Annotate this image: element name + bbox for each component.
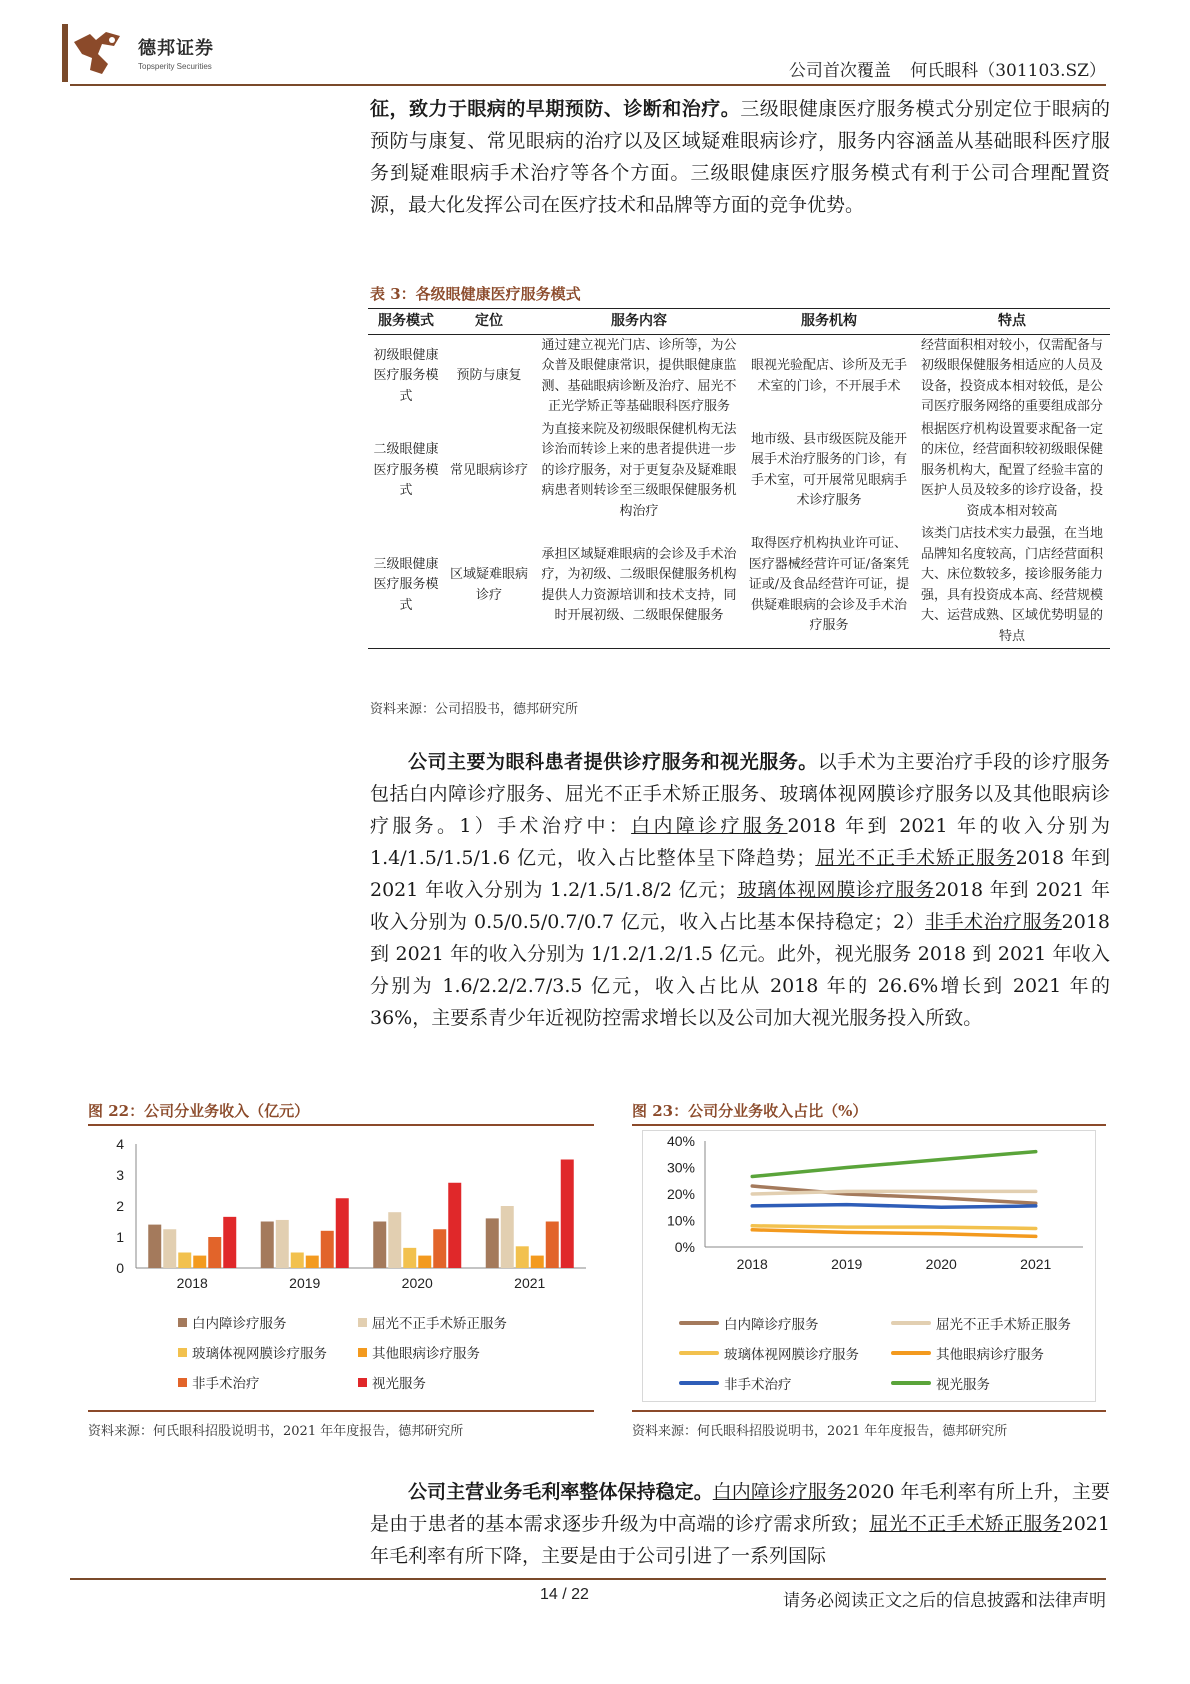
y-tick-label: 1 xyxy=(116,1229,124,1245)
table-cell: 二级眼健康医疗服务模式 xyxy=(373,442,439,498)
legend-label: 屈光不正手术矫正服务 xyxy=(936,1317,1071,1333)
bar xyxy=(306,1256,319,1268)
bar xyxy=(546,1222,559,1269)
bar xyxy=(486,1218,499,1268)
bar xyxy=(561,1160,574,1269)
legend-label: 白内障诊疗服务 xyxy=(724,1317,819,1333)
bar xyxy=(261,1222,274,1269)
legend-swatch xyxy=(358,1348,367,1357)
bar-chart-svg xyxy=(88,1130,594,1300)
logo-text xyxy=(138,34,214,71)
header-info xyxy=(775,56,1106,81)
bar xyxy=(448,1183,461,1268)
legend-label: 非手术治疗 xyxy=(724,1377,792,1393)
para2-underline: 非手术治疗服务 xyxy=(925,911,1062,933)
company-name: 何氏眼科（301103.SZ） xyxy=(910,61,1106,81)
series-line xyxy=(752,1205,1036,1208)
table-cell: 通过建立视光门店、诊所等，为公众普及眼健康常识，提供眼健康监测、基础眼病诊断及治疗、屈光不正光学矫正等基础眼科医疗服务 xyxy=(541,337,737,414)
legend-swatch xyxy=(178,1348,187,1357)
para2-text: 2018 年到 2021 年收入分别为 0.5/0.5/0.7/0.7 亿元，收入占比基本保持稳定；2） xyxy=(370,879,1110,933)
legend-label: 非手术治疗 xyxy=(192,1376,260,1392)
legend-item xyxy=(891,1343,1099,1363)
bar xyxy=(223,1217,236,1268)
table-header-row xyxy=(368,309,1110,335)
table-header: 定位 xyxy=(444,309,534,335)
legend-item xyxy=(178,1372,358,1392)
fig23-title: 图 23：公司分业务收入占比（%） xyxy=(632,1102,868,1120)
fig22-bottom-rule xyxy=(88,1410,594,1412)
table-source: 资料来源：公司招股书，德邦研究所 xyxy=(370,702,579,717)
bar xyxy=(208,1237,221,1268)
legend-item xyxy=(891,1313,1099,1333)
table-row xyxy=(368,419,1110,524)
y-tick-label: 10% xyxy=(666,1212,695,1229)
para2-underline: 白内障诊疗服务 xyxy=(631,815,788,837)
legend-label: 屈光不正手术矫正服务 xyxy=(372,1316,507,1332)
para2-text: 2018 年到 2021 年收入分别为 1.2/1.5/1.8/2 亿元； xyxy=(370,847,1110,901)
y-tick-label: 40% xyxy=(666,1133,695,1149)
fig23-rule xyxy=(632,1124,1106,1126)
table-cell: 三级眼健康医疗服务模式 xyxy=(368,523,444,649)
fig22-rule xyxy=(88,1124,594,1126)
legend-label: 玻璃体视网膜诊疗服务 xyxy=(192,1346,327,1362)
series-line xyxy=(752,1152,1036,1177)
y-tick-label: 4 xyxy=(116,1136,124,1152)
para2-underline: 屈光不正手术矫正服务 xyxy=(815,847,1016,869)
series-line xyxy=(752,1186,1036,1203)
table-cell: 区域疑难眼病诊疗 xyxy=(444,523,534,649)
table-cell: 为直接来院及初级眼保健机构无法诊治而转诊上来的患者提供进一步的诊疗服务，对于更复杂及疑难眼病患者则转诊至三级眼保健服务机构治疗 xyxy=(541,421,737,519)
para3-text: 2021 年毛利率有所下降，主要是由于公司引进了一系列国际 xyxy=(370,1513,1110,1567)
logo-en: Topsperity Securities xyxy=(138,62,212,71)
legend-item xyxy=(679,1313,891,1333)
legend-label: 其他眼病诊疗服务 xyxy=(372,1346,480,1362)
fig22-legend xyxy=(178,1312,578,1392)
bar xyxy=(418,1256,431,1268)
legend-label: 玻璃体视网膜诊疗服务 xyxy=(724,1347,859,1363)
intro-bold: 征，致力于眼病的早期预防、诊断和治疗。 xyxy=(370,98,741,120)
fig23-legend xyxy=(679,1313,1099,1393)
footer-rule xyxy=(70,1578,1106,1580)
legend-item xyxy=(358,1372,558,1392)
table-cell: 根据医疗机构设置要求配备一定的床位，经营面积较初级眼保健服务机构大，配置了经验丰富的医护人员及较多的诊疗设备，投资成本相对较高 xyxy=(920,421,1103,519)
series-line xyxy=(752,1230,1036,1237)
table-cell: 常见眼病诊疗 xyxy=(449,462,528,478)
bar xyxy=(433,1229,446,1268)
legend-item xyxy=(679,1343,891,1363)
table-cell: 经营面积相对较小，仅需配备与初级眼保健服务相适应的人员及设备，投资成本相对较低，是公司医疗服务网络的重要组成部分 xyxy=(920,337,1103,414)
fig23-chart xyxy=(642,1130,1096,1402)
legend-line xyxy=(679,1351,719,1355)
legend-label: 视光服务 xyxy=(936,1377,990,1393)
legend-item xyxy=(891,1373,1099,1393)
x-tick-label: 2019 xyxy=(289,1275,321,1291)
para2-text: 2018 年到 2021 年的收入分别为 1.4/1.5/1.5/1.6 亿元，收入占比整体呈下降趋势； xyxy=(370,815,1111,869)
para2-text: 以手术为主要治疗手段的诊疗服务包括白内障诊疗服务、屈光不正手术矫正服务、玻璃体视网膜诊疗服务以及其他眼病诊疗服务。1）手术治疗中： xyxy=(370,751,1110,837)
legend-line xyxy=(679,1321,719,1325)
table-cell: 预防与康复 xyxy=(456,368,522,384)
legend-item xyxy=(358,1312,558,1332)
fig23-bottom-rule xyxy=(632,1410,1106,1412)
table-cell: 取得医疗机构执业许可证、医疗器械经营许可证/备案凭证或/及食品经营许可证，提供疑难眼病的会诊及手术治疗服务 xyxy=(744,523,914,649)
legend-item xyxy=(679,1373,891,1393)
table-row xyxy=(368,523,1110,649)
x-tick-label: 2020 xyxy=(925,1256,957,1272)
legend-swatch xyxy=(178,1378,187,1387)
bar xyxy=(516,1246,529,1268)
para2-text: 2018 到 2021 年的收入分别为 1/1.2/1.2/1.5 亿元。此外，视光服务 2018 到 2021 年收入分别为 1.6/2.2/2.7/3.5 亿元，收入占比从 2018 年的 26.6%增长到 2021 年的 36%，主要系青少年近视防控需求增长以及公司加大视光服务投入所致。 xyxy=(370,911,1110,1029)
para3-underline: 白内障诊疗服务 xyxy=(712,1481,847,1503)
table-cell: 承担区域疑难眼病的会诊及手术治疗，为初级、二级眼保健服务机构提供人力资源培训和技术支持，同时开展初级、二级眼保健服务 xyxy=(534,523,744,649)
legend-line xyxy=(679,1381,719,1385)
fig23-source: 资料来源：何氏眼科招股说明书，2021 年年度报告，德邦研究所 xyxy=(632,1424,1008,1439)
bar xyxy=(276,1220,289,1268)
table-title: 表 3：各级眼健康医疗服务模式 xyxy=(370,285,581,303)
logo-cn: 德邦证券 xyxy=(138,38,214,59)
x-tick-label: 2021 xyxy=(514,1275,546,1291)
legend-item xyxy=(178,1342,358,1362)
fig22-title: 图 22：公司分业务收入（亿元） xyxy=(88,1102,310,1120)
fig22-source: 资料来源：何氏眼科招股说明书，2021 年年度报告，德邦研究所 xyxy=(88,1424,464,1439)
legend-item xyxy=(358,1342,558,1362)
table-header: 特点 xyxy=(914,309,1110,335)
para2-bold: 公司主要为眼科患者提供诊疗服务和视光服务。 xyxy=(408,751,818,773)
legend-label: 白内障诊疗服务 xyxy=(192,1316,287,1332)
legend-swatch xyxy=(358,1378,367,1387)
service-model-table xyxy=(368,308,1110,649)
table-header: 服务模式 xyxy=(368,309,444,335)
intro-text: 三级眼健康医疗服务模式分别定位于眼病的预防与康复、常见眼病的治疗以及区域疑难眼病诊疗，服务内容涵盖从基础眼科医疗服务到疑难眼病手术治疗等各个方面。三级眼健康医疗服务模式有利于公司合理配置资源，最大化发挥公司在医疗技术和品牌等方面的竞争优势。 xyxy=(370,98,1110,216)
table-cell: 眼视光验配店、诊所及无手术室的门诊，不开展手术 xyxy=(750,358,907,394)
business-paragraph xyxy=(370,746,1110,1034)
bar xyxy=(321,1231,334,1268)
y-tick-label: 0 xyxy=(116,1260,124,1276)
x-tick-label: 2020 xyxy=(401,1275,433,1291)
y-tick-label: 30% xyxy=(666,1159,695,1176)
para3-text: 2020 年毛利率有所上升，主要是由于患者的基本需求逐步升级为中高端的诊疗需求所致； xyxy=(370,1481,1110,1535)
table-cell: 初级眼健康医疗服务模式 xyxy=(373,347,439,404)
legend-item xyxy=(178,1312,358,1332)
bar xyxy=(373,1222,386,1269)
y-tick-label: 2 xyxy=(116,1198,124,1214)
bar xyxy=(388,1212,401,1268)
bar xyxy=(148,1225,161,1268)
x-tick-label: 2018 xyxy=(736,1256,768,1272)
series-line xyxy=(752,1226,1036,1229)
legend-swatch xyxy=(358,1318,367,1327)
margin-paragraph xyxy=(370,1476,1110,1572)
table-header: 服务内容 xyxy=(534,309,744,335)
bar xyxy=(336,1198,349,1268)
legend-label: 其他眼病诊疗服务 xyxy=(936,1347,1044,1363)
legend-line xyxy=(891,1351,931,1355)
report-type: 公司首次覆盖 xyxy=(788,61,891,81)
para3-underline: 屈光不正手术矫正服务 xyxy=(869,1513,1062,1535)
table-header: 服务机构 xyxy=(744,309,914,335)
table-row xyxy=(368,334,1110,419)
para3-bold: 公司主营业务毛利率整体保持稳定。 xyxy=(408,1481,713,1503)
bar xyxy=(403,1248,416,1268)
series-line xyxy=(752,1191,1036,1194)
y-tick-label: 3 xyxy=(116,1167,124,1183)
para2-underline: 玻璃体视网膜诊疗服务 xyxy=(737,879,935,901)
bar xyxy=(193,1256,206,1268)
y-tick-label: 20% xyxy=(666,1186,695,1202)
bar xyxy=(501,1206,514,1268)
x-tick-label: 2019 xyxy=(831,1256,863,1272)
legend-label: 视光服务 xyxy=(372,1376,426,1392)
y-tick-label: 0% xyxy=(674,1239,695,1255)
company-logo xyxy=(62,24,132,82)
fig22-chart xyxy=(88,1130,594,1405)
bar xyxy=(291,1253,304,1269)
bar xyxy=(178,1253,191,1269)
intro-paragraph xyxy=(370,93,1110,221)
table-cell: 该类门店技术实力最强，在当地品牌知名度较高，门店经营面积大、床位数较多，接诊服务能力强，具有投资成本高、经营规模大、运营成熟、区域优势明显的特点 xyxy=(914,523,1110,649)
x-tick-label: 2018 xyxy=(176,1275,208,1291)
legend-line xyxy=(891,1381,931,1385)
bar xyxy=(531,1256,544,1268)
legend-line xyxy=(891,1321,931,1325)
page-number: 14 / 22 xyxy=(540,1586,589,1603)
legend-swatch xyxy=(178,1318,187,1327)
header-rule xyxy=(70,84,1106,86)
line-chart-svg xyxy=(643,1131,1097,1301)
bar xyxy=(163,1229,176,1268)
x-tick-label: 2021 xyxy=(1020,1256,1052,1272)
table-cell: 地市级、县市级医院及能开展手术治疗服务的门诊，有手术室，可开展常见眼病手术诊疗服务 xyxy=(750,431,907,509)
legal-notice: 请务必阅读正文之后的信息披露和法律声明 xyxy=(783,1591,1106,1611)
